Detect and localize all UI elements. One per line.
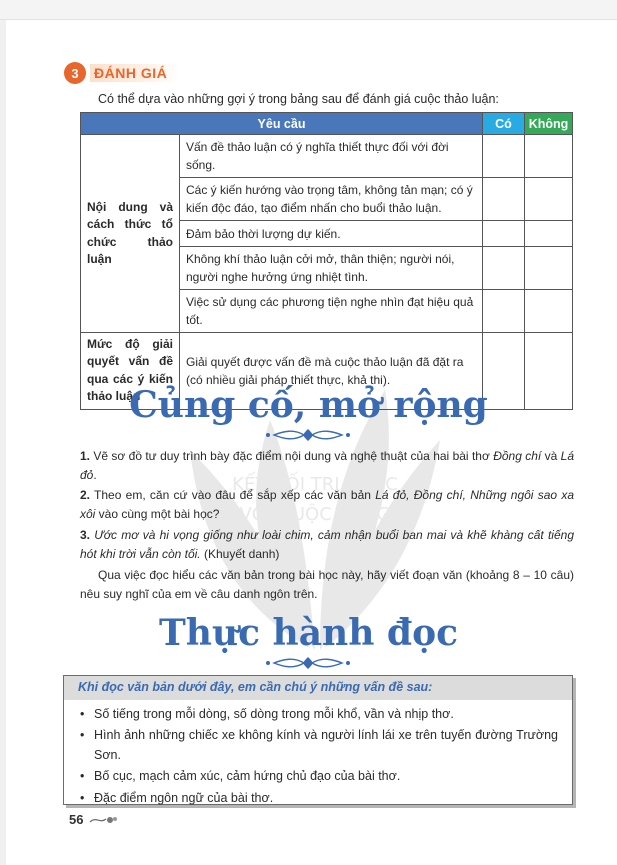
requirement-cell: Giải quyết được vấn đề mà cuộc thảo luận đã đặt ra (có nhiều giải pháp thiết thực, khả thi).	[180, 333, 483, 410]
consolidate-heading: Củng cố, mở rộng	[129, 384, 488, 426]
requirement-cell: Việc sử dụng các phương tiện nghe nhìn đạt hiệu quả tốt.	[180, 290, 483, 333]
top-strip	[0, 0, 617, 20]
question-text: và	[541, 449, 561, 463]
question-3	[80, 526, 574, 563]
list-item: • Hình ảnh những chiếc xe không kính và người lính lái xe trên tuyến đường Trường Sơn.	[78, 726, 558, 765]
check-no-cell[interactable]	[525, 290, 573, 333]
question-1	[80, 447, 574, 484]
question-number: 2.	[80, 488, 91, 502]
table-row	[81, 135, 573, 178]
section-number-badge: 3	[64, 62, 86, 84]
criterion-cell: Mức độ giải quyết vấn đề qua các ý kiến thảo luận	[81, 333, 180, 410]
question-text: Theo em, căn cứ vào đâu để sắp xếp các văn bản	[90, 488, 376, 502]
question-2	[80, 486, 574, 523]
writing-task: Qua việc đọc hiểu các văn bản trong bài học này, hãy viết đoạn văn (khoảng 8 – 10 câu) nêu suy nghĩ của em về câu danh ngôn trên.	[80, 568, 574, 601]
quote-source: (Khuyết danh)	[200, 546, 280, 561]
requirement-cell: Không khí thảo luận cởi mở, thân thiện; người nói, người nghe hưởng ứng nhiệt tình.	[180, 247, 483, 290]
section-intro: Có thể dựa vào những gợi ý trong bảng sau để đánh giá cuộc thảo luận:	[98, 92, 499, 106]
svg-text:VỚI CUỘC SỐNG: VỚI CUỘC SỐNG	[239, 504, 391, 525]
check-no-cell[interactable]	[525, 178, 573, 221]
list-item: • Đặc điểm ngôn ngữ của bài thơ.	[78, 789, 558, 808]
criterion-cell: Nội dung và cách thức tổ chức thảo luận	[81, 135, 180, 333]
requirement-cell: Đảm bảo thời lượng dự kiến.	[180, 221, 483, 247]
list-item: • Bố cục, mạch cảm xúc, cảm hứng chủ đạo của bài thơ.	[78, 767, 558, 786]
page-number: 56	[69, 812, 84, 827]
check-yes-cell[interactable]	[483, 135, 525, 178]
poem-title: Lá đỏ	[80, 449, 575, 482]
check-yes-cell[interactable]	[483, 290, 525, 333]
quote-text: Ước mơ và hi vọng giống như loài chim, cảm nhận buổi ban mai và khẽ khàng cất tiếng hót khi trời vẫn còn tối.	[80, 528, 574, 561]
question-number: 1.	[80, 449, 91, 463]
page-edge	[0, 20, 6, 865]
notes-title: Khi đọc văn bản dưới đây, em cần chú ý những vấn đề sau:	[64, 676, 572, 700]
practice-heading: Thực hành đọc	[158, 612, 459, 654]
check-yes-cell[interactable]	[483, 221, 525, 247]
reading-notes-box	[63, 675, 573, 805]
question-text: .	[93, 467, 97, 482]
check-no-cell[interactable]	[525, 221, 573, 247]
heading-ornament-icon	[258, 654, 358, 672]
header-requirement: Yêu cầu	[81, 113, 483, 135]
svg-text:KẾT NỐI TRI THỨC: KẾT NỐI TRI THỨC	[232, 474, 398, 495]
heading-ornament-icon	[258, 426, 358, 444]
question-number: 3.	[80, 528, 91, 542]
evaluation-table	[80, 112, 573, 410]
check-yes-cell[interactable]	[483, 178, 525, 221]
page-ornament-icon	[88, 814, 118, 826]
question-text: Vẽ sơ đồ tư duy trình bày đặc điểm nội dung và nghệ thuật của hai bài thơ	[90, 449, 494, 463]
text-titles: Lá đỏ, Đồng chí, Những ngôi sao xa xôi	[80, 488, 574, 521]
list-item: • Số tiếng trong mỗi dòng, số dòng trong mỗi khổ, vần và nhịp thơ.	[78, 705, 558, 724]
check-no-cell[interactable]	[525, 247, 573, 290]
section-title: ĐÁNH GIÁ	[94, 65, 168, 81]
requirement-cell: Các ý kiến hướng vào trọng tâm, không tản mạn; có ý kiến độc đáo, tạo điểm nhấn cho buổi thảo luận.	[180, 178, 483, 221]
poem-title: Đồng chí	[493, 449, 542, 463]
requirement-cell: Vấn đề thảo luận có ý nghĩa thiết thực đối với đời sống.	[180, 135, 483, 178]
notes-list	[64, 700, 572, 808]
header-no: Không	[525, 113, 573, 135]
header-yes: Có	[483, 113, 525, 135]
section-header	[64, 62, 179, 84]
check-yes-cell[interactable]	[483, 247, 525, 290]
section-title-bar	[90, 64, 179, 82]
table-header-row	[81, 113, 573, 135]
check-no-cell[interactable]	[525, 135, 573, 178]
question-text: vào cùng một bài học?	[95, 506, 220, 521]
